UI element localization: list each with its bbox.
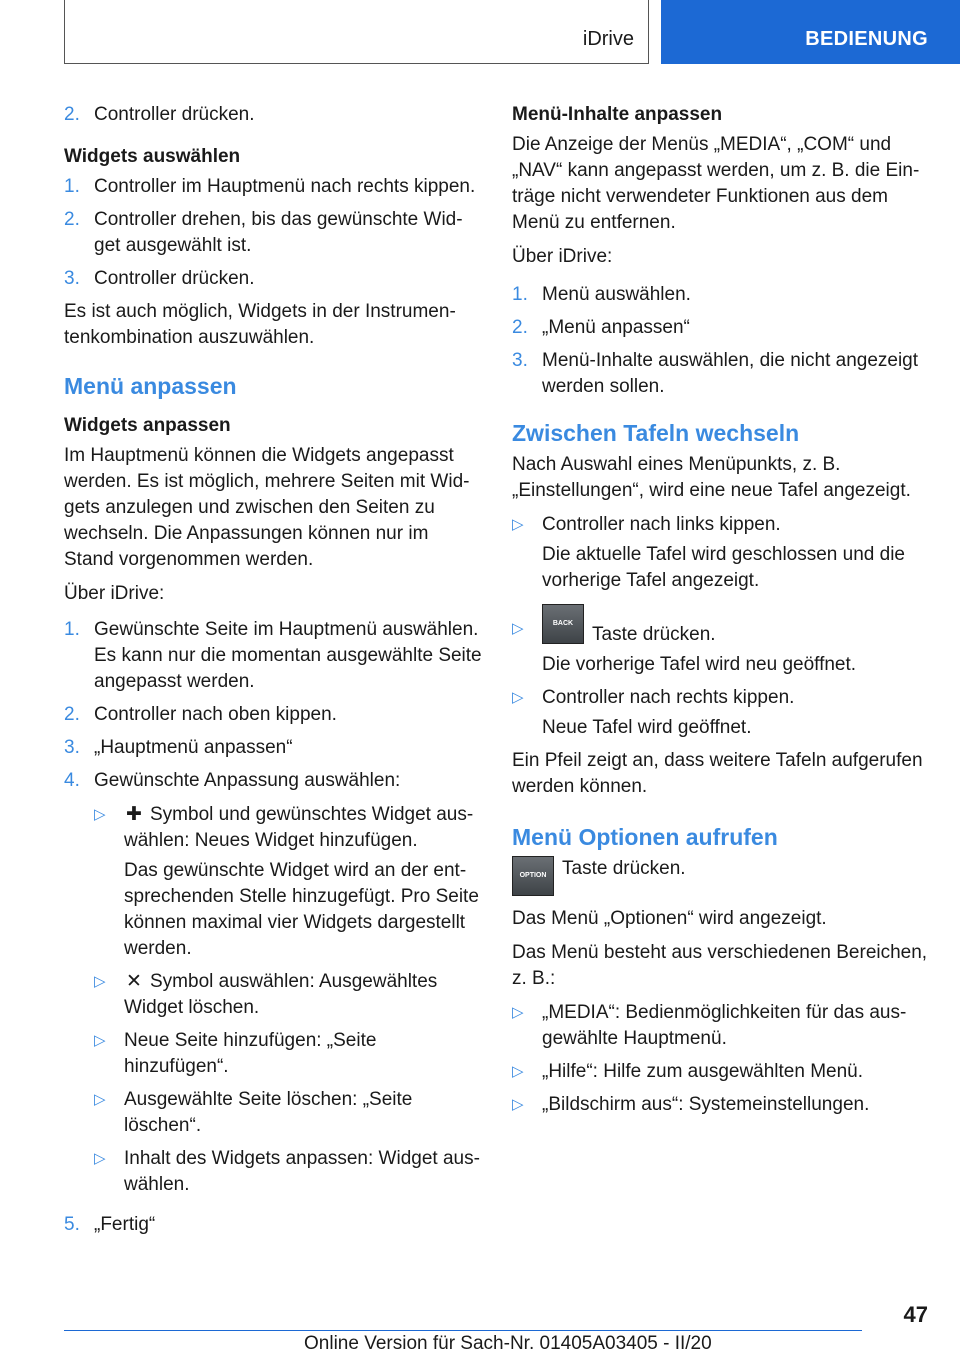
bullet-item: ▷ ✚ Symbol und gewünschtes Widget auswählen: Neues Widget hinzufügen. Das gewünschte Widget wird an der entsprechenden Stelle hinzugefügt. Pro Seite können maximal vier Widgets dargestellt werden.	[94, 802, 482, 962]
bullet-item: ▷ Controller nach links kippen. Die aktuelle Tafel wird geschlossen und die vorherige Tafel angezeigt.	[512, 512, 930, 594]
option-button-row: OPTION Taste drücken.	[512, 856, 930, 896]
footer-version-text: Online Version für Sach-Nr. 01405A03405 - II/20	[304, 1333, 712, 1354]
subheading-widgets-adjust: Widgets anpassen	[64, 415, 231, 436]
subheading-widgets-select: Widgets auswählen	[64, 146, 241, 167]
back-button-image: BACK	[542, 604, 584, 644]
bullet-item: ▷ Inhalt des Widgets anpassen: Widget auswählen.	[94, 1146, 482, 1198]
subheading-menu-content: Menü-Inhalte anpassen	[512, 104, 723, 125]
right-column	[512, 102, 930, 1125]
list-item: 3. Controller drücken.	[64, 268, 255, 289]
bullet-item: ▷ Neue Seite hinzufügen: „Seite hinzufügen“.	[94, 1028, 482, 1080]
triangle-bullet-icon: ▷	[512, 620, 524, 637]
paragraph: Ein Pfeil zeigt an, dass weitere Tafeln aufgerufen werden können.	[512, 750, 923, 797]
list-item: 2. Controller drehen, bis das gewünschte Widget ausgewählt ist.	[64, 209, 463, 256]
triangle-bullet-icon: ▷	[94, 1091, 106, 1108]
plus-icon: ✚	[126, 804, 142, 825]
header-chapter-title: BEDIENUNG	[805, 28, 928, 50]
list-item: 1. Menü auswählen.	[512, 284, 691, 305]
paragraph: Nach Auswahl eines Menüpunkts, z. B. „Einstellungen“, wird eine neue Tafel angezeigt.	[512, 454, 911, 501]
triangle-bullet-icon: ▷	[94, 1032, 106, 1049]
header-section-box	[64, 0, 649, 64]
list-item: 1. Gewünschte Seite im Hauptmenü auswählen. Es kann nur die momentan ausgewählte Seite angepasst werden.	[64, 619, 482, 692]
triangle-bullet-icon: ▷	[512, 516, 524, 533]
triangle-bullet-icon: ▷	[94, 973, 106, 990]
bullet-item: ▷ Ausgewählte Seite löschen: „Seite löschen“.	[94, 1087, 482, 1139]
paragraph: Im Hauptmenü können die Widgets angepasst werden. Es ist möglich, mehrere Seiten mit Widgets anzulegen und zwischen den Seiten zu wechseln. Die Anpassungen können nur im Stand vorgenommen werden.	[64, 445, 470, 570]
list-item: 2. Controller nach oben kippen.	[64, 704, 337, 725]
footer-divider	[64, 1330, 862, 1331]
paragraph: Über iDrive:	[512, 246, 613, 267]
triangle-bullet-icon: ▷	[512, 1004, 524, 1021]
section-heading-options-menu: Menü Optionen aufrufen	[512, 824, 778, 850]
triangle-bullet-icon: ▷	[512, 689, 524, 706]
list-item: 3. Menü-Inhalte auswählen, die nicht angezeigt werden sollen.	[512, 350, 919, 397]
section-heading-switch-panels: Zwischen Tafeln wechseln	[512, 420, 800, 446]
list-item: 2. Controller drücken.	[64, 104, 255, 125]
option-button-image: OPTION	[512, 856, 554, 896]
list-item: 3. „Hauptmenü anpassen“	[64, 737, 293, 758]
list-item: 5. „Fertig“	[64, 1214, 156, 1235]
triangle-bullet-icon: ▷	[512, 1063, 524, 1080]
paragraph: Über iDrive:	[64, 583, 165, 604]
triangle-bullet-icon: ▷	[512, 1096, 524, 1113]
bullet-item: ▷ Controller nach rechts kippen. Neue Tafel wird geöffnet.	[512, 685, 930, 741]
bullet-item: ▷ „MEDIA“: Bedienmöglichkeiten für das ausgewählte Hauptmenü.	[512, 1000, 930, 1052]
bullet-item: ▷ ✕ Symbol auswählen: Ausgewähltes Widget löschen.	[94, 969, 482, 1021]
header-chapter-tab	[661, 0, 960, 64]
section-heading-menu-adjust: Menü anpassen	[64, 373, 237, 399]
cross-icon: ✕	[126, 971, 142, 992]
left-column	[64, 102, 482, 1245]
list-item: 1. Controller im Hauptmenü nach rechts kippen.	[64, 176, 476, 197]
bullet-item: ▷ „Hilfe“: Hilfe zum ausgewählten Menü.	[512, 1059, 930, 1085]
paragraph: Das Menü „Optionen“ wird angezeigt.	[512, 908, 827, 929]
list-item: 2. „Menü anpassen“	[512, 317, 690, 338]
list-item: 4. Gewünschte Anpassung auswählen: ▷ ✚ Symbol und gewünschtes Widget auswählen: Neues Widget hinzufügen. Das gewünschte Widget wird an der entsprechenden Stelle hinzugefügt. Pro Seite können maximal vier Widgets dargestellt werden. ▷ ✕ Symbol auswählen: Ausgewähltes Widget löschen. ▷ Neue Seite hinzufügen: „Seite hinzufügen“. ▷ Ausgewählte Seite löschen: „Seite löschen“. ▷ Inhalt des Widgets anpassen: Widget auswählen.	[64, 768, 482, 1205]
header-section-title: iDrive	[582, 28, 634, 50]
paragraph: Die Anzeige der Menüs „MEDIA“, „COM“ und „NAV“ kann angepasst werden, um z. B. die Einträge nicht verwendeter Funktionen aus dem Menü zu entfernen.	[512, 134, 920, 233]
bullet-item: ▷ „Bildschirm aus“: Systemeinstellungen.	[512, 1092, 930, 1118]
bullet-item: ▷ BACKTaste drücken. Die vorherige Tafel wird neu geöffnet.	[512, 604, 930, 678]
paragraph: Es ist auch möglich, Widgets in der Instrumentenkombination auszuwählen.	[64, 301, 456, 348]
triangle-bullet-icon: ▷	[94, 1150, 106, 1167]
page-number: 47	[903, 1302, 928, 1327]
triangle-bullet-icon: ▷	[94, 806, 106, 823]
paragraph: Das Menü besteht aus verschiedenen Bereichen, z. B.:	[512, 942, 928, 989]
